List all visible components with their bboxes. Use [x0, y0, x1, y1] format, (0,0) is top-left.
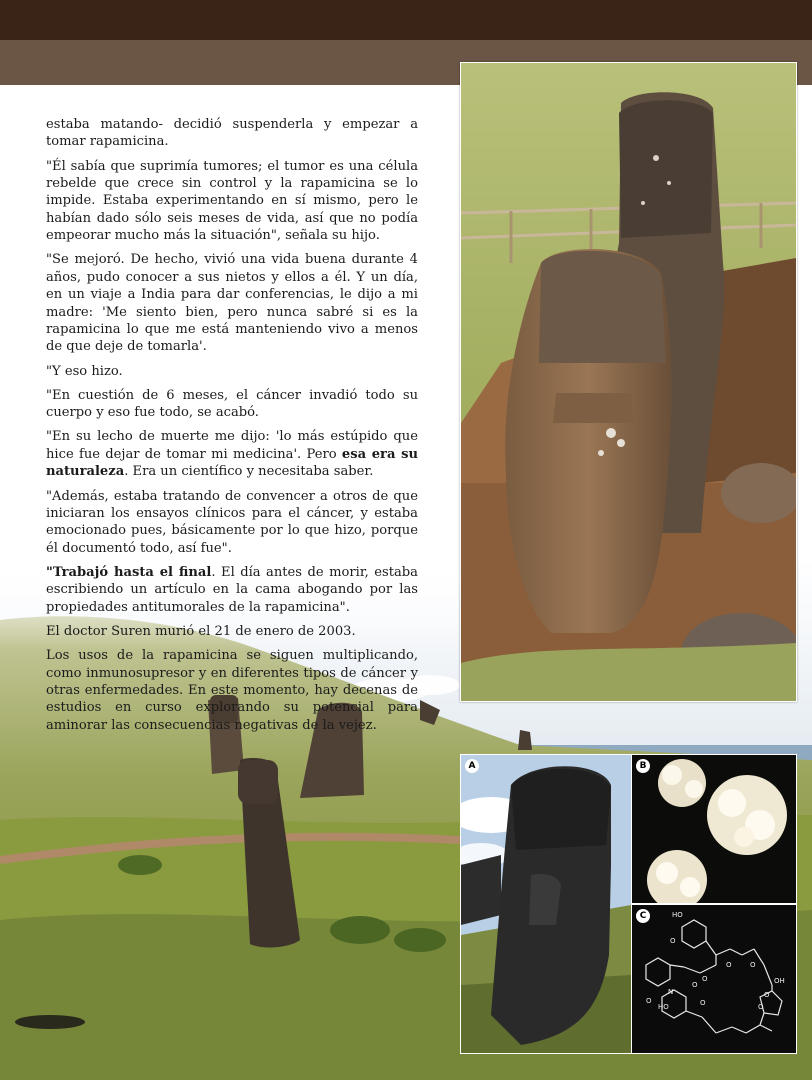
chem-label-6: O: [692, 981, 698, 989]
paragraph-8: [46, 564, 418, 616]
paragraph-5: "En cuestión de 6 meses, el cáncer invadió todo su cuerpo y eso fue todo, se acabó.: [46, 387, 418, 421]
figure-panel-a: [460, 754, 632, 1054]
figure-label-b: B: [636, 759, 650, 773]
chem-label-13: O: [758, 1003, 764, 1011]
paragraph-3: "Se mejoró. De hecho, vivió una vida buena durante 4 años, pudo conocer a sus nietos y ellos a él. Y un día, en un viaje a India para dar conferencias, le dijo a mi madre: 'Me siento bien, pero nunca sabré si es la rapamicina lo que me está manteniendo vivo a menos de que deje de tomarla'.: [46, 252, 418, 355]
chem-label-12: O: [700, 999, 706, 1007]
paragraph-8-bold: "Trabajó hasta el final: [46, 564, 212, 580]
chem-label-7: O: [702, 975, 708, 983]
chem-label-5: N: [668, 988, 674, 996]
paragraph-6-text-c: . Era un científico y necesitaba saber.: [124, 464, 374, 480]
chem-label-11: O: [646, 997, 652, 1005]
paragraph-10: Los usos de la rapamicina se siguen multiplicando, como inmunosupresor y en diferentes tipos de cáncer y otras enfermedades. En este momento, hay decenas de estudios en curso explorando su potencial para aminorar las consecuencias negativas de la vejez.: [46, 648, 418, 733]
paragraph-6-bold: esa era su naturaleza: [46, 446, 418, 480]
chem-label-10: HO: [658, 1003, 669, 1011]
header-bar-dark: [0, 0, 812, 40]
paragraph-6: [46, 428, 418, 480]
paragraph-4: "Y eso hizo.: [46, 363, 123, 379]
figure-panel-c-chemical-structure: [631, 904, 797, 1054]
figure-label-c: C: [636, 909, 650, 923]
paragraph-2: "Él sabía que suprimía tumores; el tumor es una célula rebelde que crece sin control y la rapamicina se lo impide. Estaba experimentando en sí mismo, pero le habían dado sólo seis meses de vida, así que no podía empeorar mucho más la situación", señala su hijo.: [46, 158, 418, 244]
chem-label-1: HO: [672, 911, 683, 919]
chem-label-2: O: [670, 937, 676, 945]
article-text-column: [46, 116, 418, 741]
chem-label-8: OH: [774, 977, 785, 985]
paragraph-8-text: . El día antes de morir, estaba escribiendo un artículo en la cama abogando por las propiedades antitumorales de la rapamicina".: [46, 564, 418, 615]
figure-panel-b: [631, 754, 797, 904]
figure-label-a: A: [465, 759, 479, 773]
paragraph-7: "Además, estaba tratando de convencer a otros de que iniciaran los ensayos clínicos para el cáncer, y estaba emocionado pues, básicamente por lo que hizo, porque él documentó todo, así fue".: [46, 488, 418, 556]
paragraph-6-text-a: "En su lecho de muerte me dijo: 'lo más estúpido que hice fue dejar de tomar mi medicina'. Pero: [46, 429, 418, 462]
chem-label-9: O: [764, 991, 770, 999]
chem-label-3: O: [726, 961, 732, 969]
paragraph-9: El doctor Suren murió el 21 de enero de 2003.: [46, 623, 356, 639]
moai-quarry-photo: [460, 62, 797, 702]
chem-label-4: O: [750, 961, 756, 969]
paragraph-1: estaba matando- decidió suspenderla y empezar a tomar rapamicina.: [46, 117, 418, 150]
